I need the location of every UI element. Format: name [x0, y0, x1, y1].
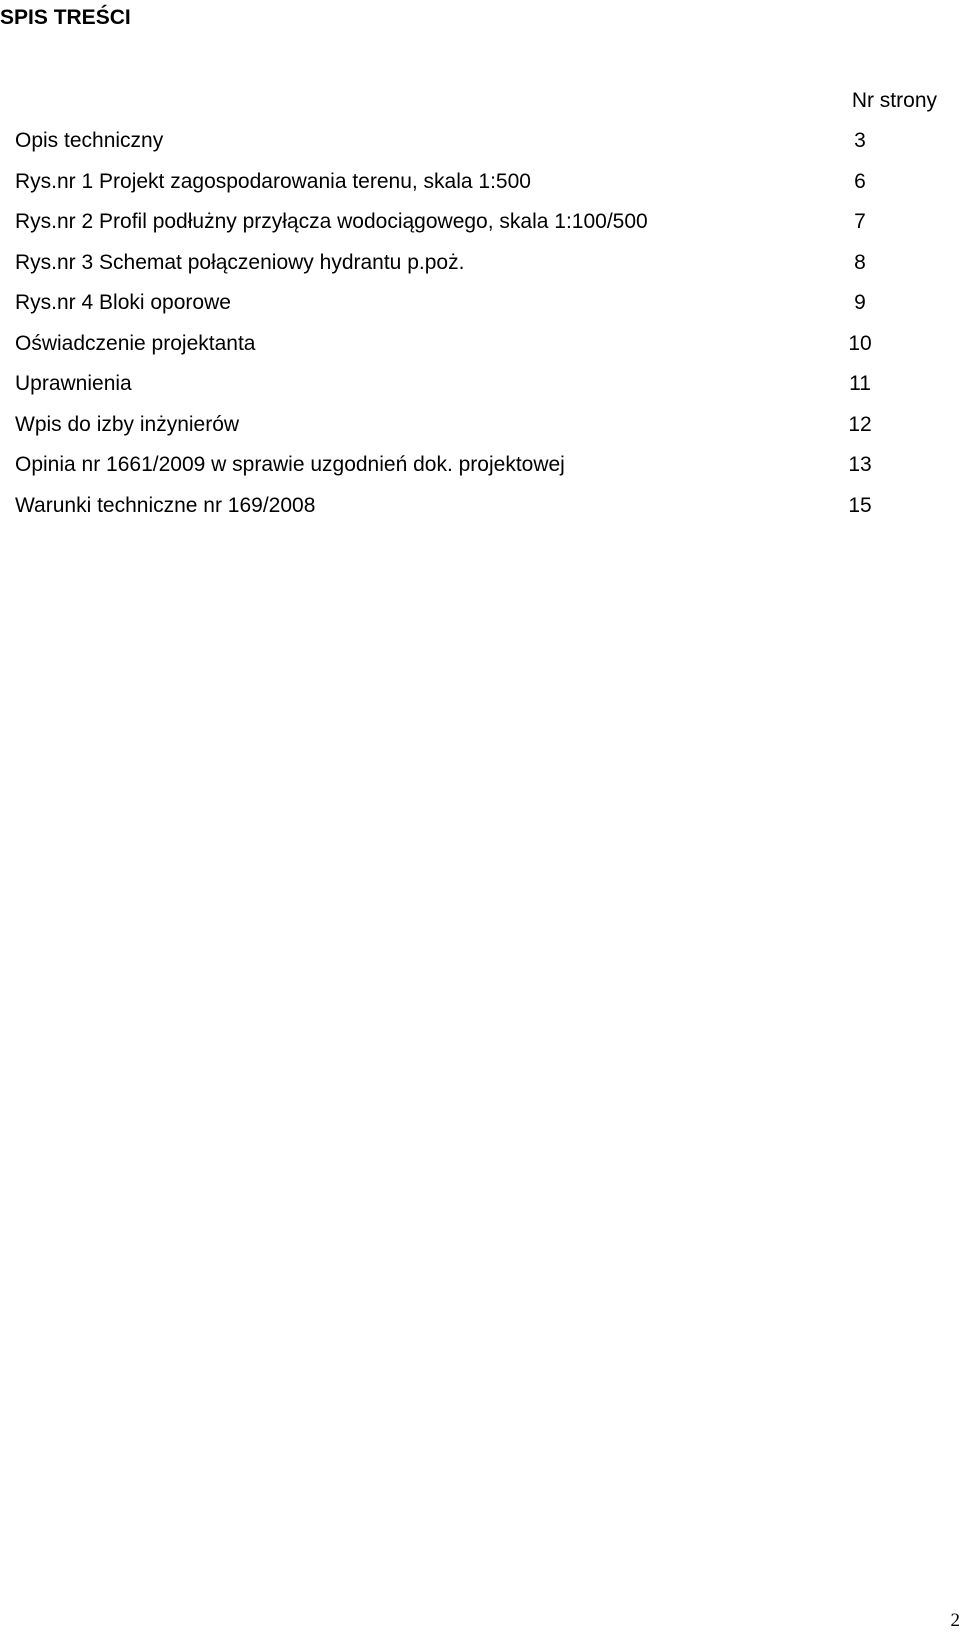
toc-entry: [15, 169, 895, 210]
toc-entry-page: 3: [854, 129, 866, 152]
toc-entry-page: 15: [848, 493, 872, 517]
toc-entry-label: Uprawnienia: [15, 372, 132, 395]
toc-entry-page: 13: [848, 453, 872, 476]
toc-entry-page: 10: [848, 331, 872, 355]
toc-entry-page: 8: [854, 250, 866, 274]
toc-entry: [15, 128, 895, 169]
toc-entry-label: Opis techniczny: [15, 129, 164, 152]
page-number: 2: [950, 1610, 960, 1631]
toc-entry-label: Oświadczenie projektanta: [15, 331, 256, 355]
toc-entry-label: Warunki techniczne nr 169/2008: [15, 493, 316, 517]
table-of-contents: [15, 128, 895, 533]
toc-entry-label: Opinia nr 1661/2009 w sprawie uzgodnień dok. projektowej: [15, 453, 565, 476]
toc-entry-page: 11: [849, 372, 871, 395]
document-title: SPIS TREŚCI: [0, 6, 131, 29]
toc-entry-label: Rys.nr 2 Profil podłużny przyłącza wodociągowego, skala 1:100/500: [15, 210, 648, 233]
toc-entry-page: 6: [854, 169, 866, 193]
toc-entry: [15, 412, 895, 453]
toc-entry-label: Rys.nr 1 Projekt zagospodarowania terenu, skala 1:500: [15, 169, 531, 193]
toc-entry: [15, 371, 895, 412]
toc-entry-label: Rys.nr 4 Bloki oporowe: [15, 291, 231, 314]
toc-entry-label: Rys.nr 3 Schemat połączeniowy hydrantu p.poż.: [15, 250, 465, 274]
toc-entry-label: Wpis do izby inżynierów: [15, 412, 240, 436]
toc-entry-page: 12: [848, 412, 872, 436]
toc-entry: [15, 250, 895, 291]
toc-entry: [15, 493, 895, 534]
toc-entry: [15, 452, 895, 493]
toc-entry-page: 9: [854, 291, 866, 314]
toc-entry: [15, 209, 895, 250]
toc-entry: [15, 331, 895, 372]
toc-entry-page: 7: [854, 210, 866, 233]
page-column-header: Nr strony: [851, 89, 937, 112]
toc-entry: [15, 290, 895, 331]
